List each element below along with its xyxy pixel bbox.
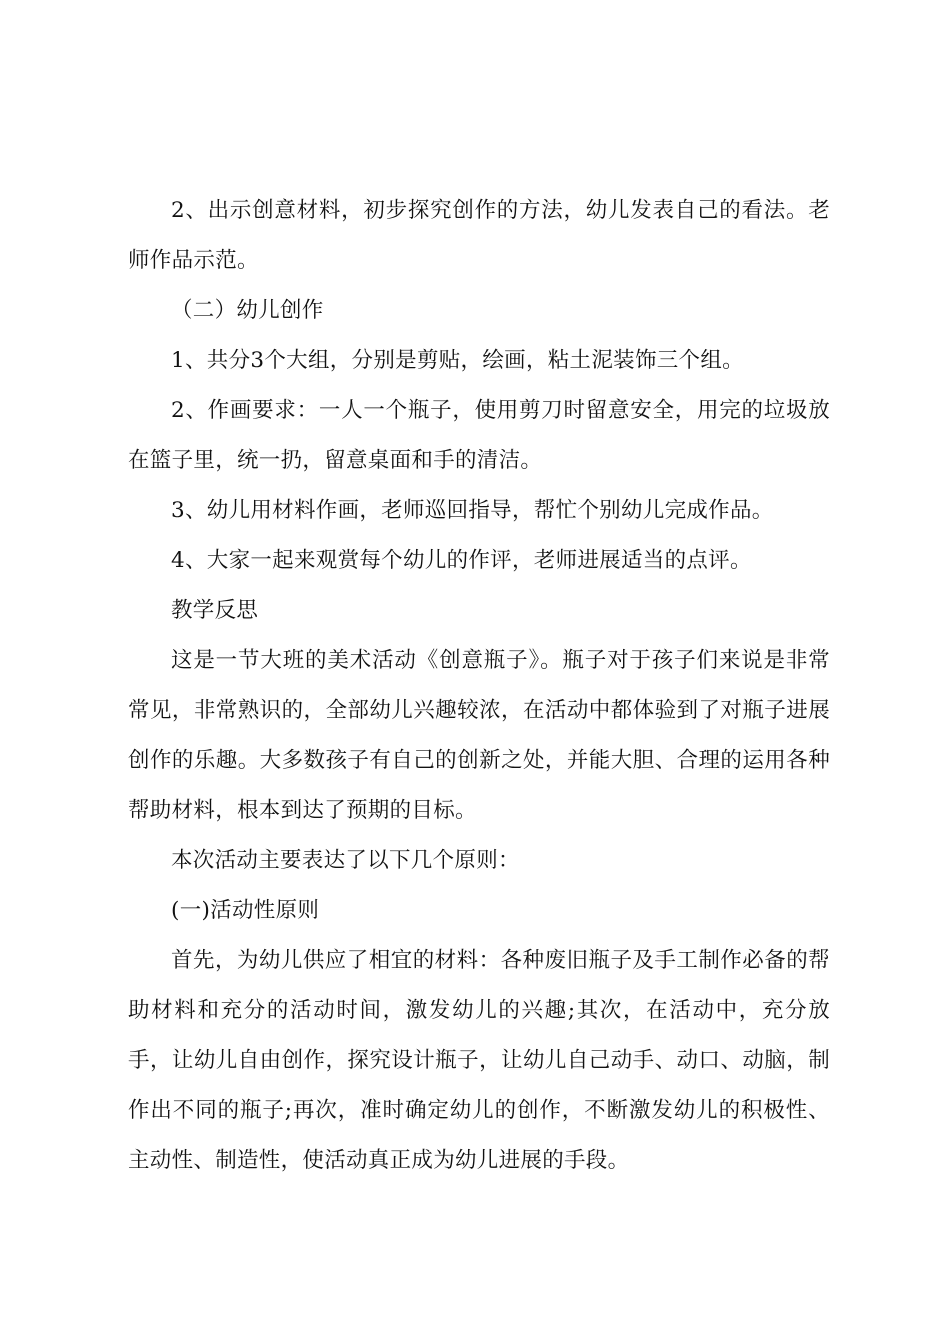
paragraph-groups: 1、共分3个大组，分别是剪贴，绘画，粘土泥装饰三个组。 (171, 348, 744, 373)
section-heading-children-creation: （二）幼儿创作 (171, 298, 324, 323)
paragraph-drawing-requirements: 2、作画要求：一人一个瓶子，使用剪刀时留意安全，用完的垃圾放在篮子里，统一扔，留意桌面和手的清洁。 (128, 398, 830, 473)
paragraph-reflection-summary: 这是一节大班的美术活动《创意瓶子》。瓶子对于孩子们来说是非常常见，非常熟识的，全部幼儿兴趣较浓，在活动中都体验到了对瓶子进展创作的乐趣。大多数孩子有自己的创新之处，并能大胆、合理的运用各种帮助材料，根本到达了预期的目标。 (128, 648, 830, 823)
document-body (128, 186, 830, 1186)
paragraph-teacher-guidance: 3、幼儿用材料作画，老师巡回指导，帮忙个别幼儿完成作品。 (171, 498, 774, 523)
paragraph-appreciation: 4、大家一起来观赏每个幼儿的作评，老师进展适当的点评。 (171, 548, 752, 573)
section-heading-teaching-reflection: 教学反思 (171, 598, 259, 623)
paragraph-activity-principle: 首先，为幼儿供应了相宜的材料：各种废旧瓶子及手工制作必备的帮助材料和充分的活动时间，激发幼儿的兴趣;其次，在活动中，充分放手，让幼儿自由创作，探究设计瓶子，让幼儿自己动手、动口、动脑，制作出不同的瓶子;再次，准时确定幼儿的创作，不断激发幼儿的积极性、主动性、制造性，使活动真正成为幼儿进展的手段。 (128, 948, 830, 1173)
paragraph-principles-intro: 本次活动主要表达了以下几个原则： (171, 848, 520, 873)
subheading-activity-principle: (一)活动性原则 (171, 898, 320, 923)
paragraph-step-2-materials: 2、出示创意材料，初步探究创作的方法，幼儿发表自己的看法。老师作品示范。 (128, 198, 830, 273)
